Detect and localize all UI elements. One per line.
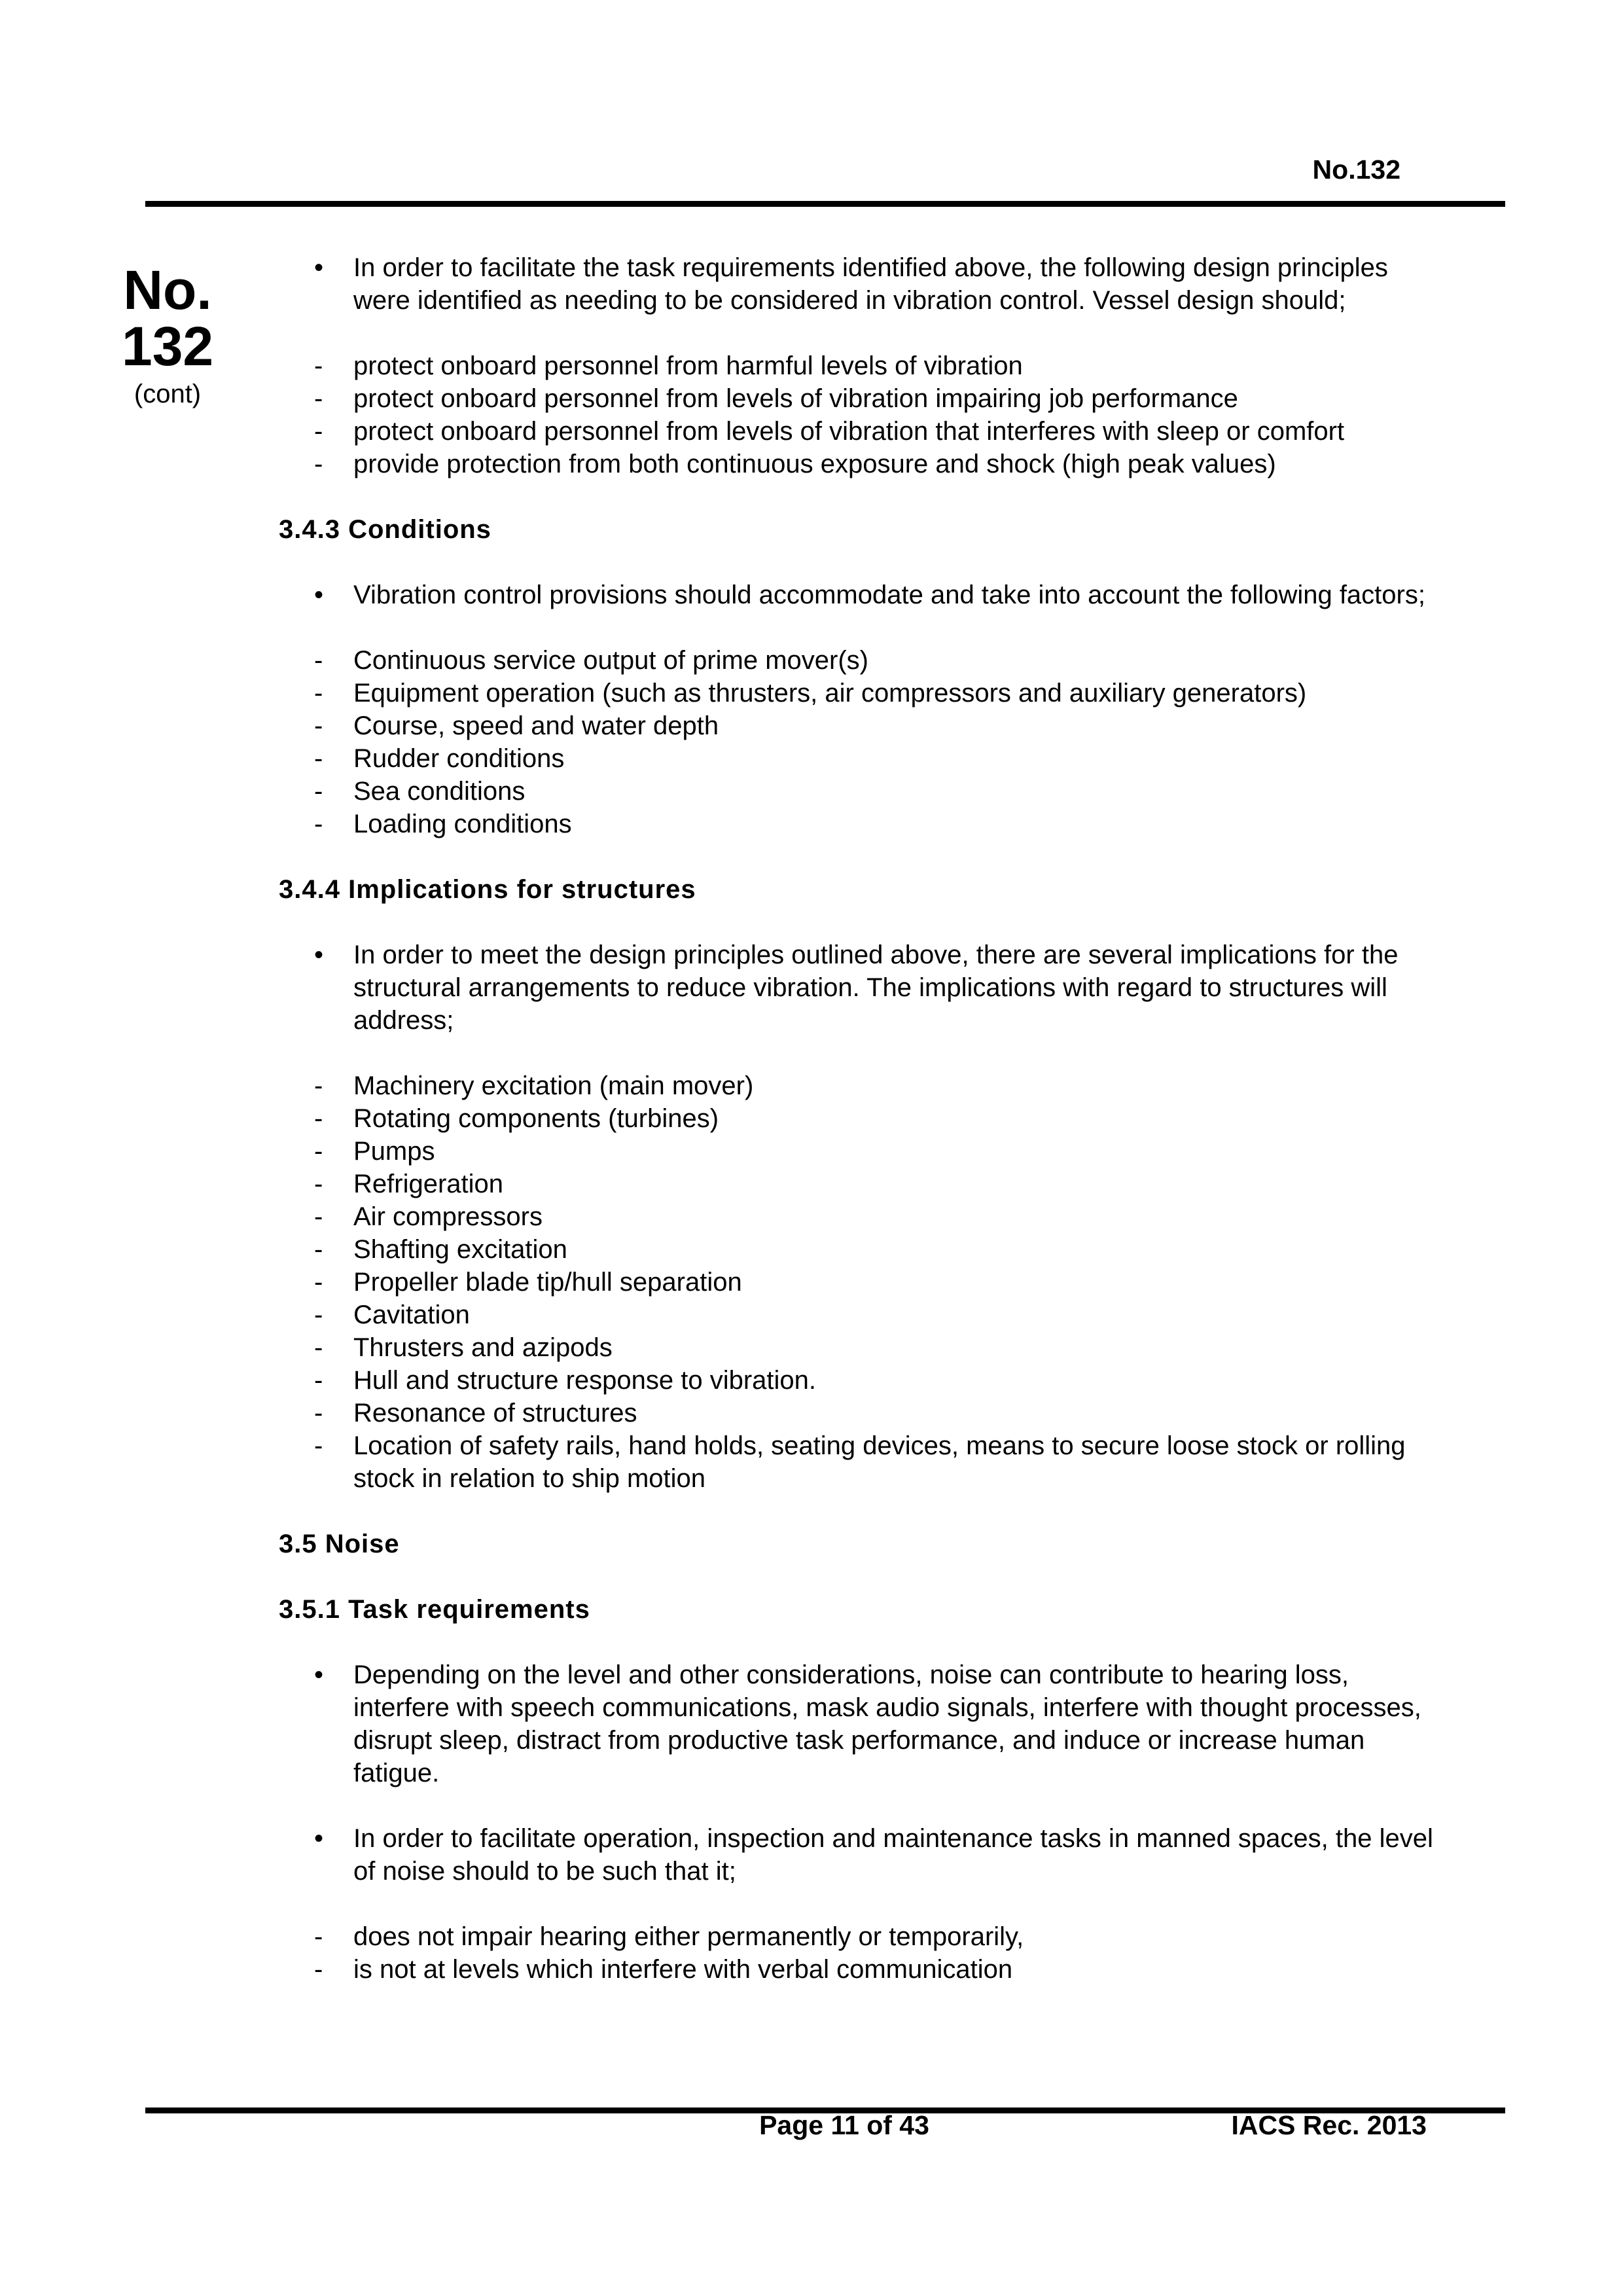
bullet-text: In order to facilitate operation, inspection and maintenance tasks in manned spaces, the level of noise should to be such that it; [353, 1824, 1433, 1886]
structures-bullet [279, 939, 1450, 1037]
heading-task-requirements: 3.5.1 Task requirements [279, 1595, 590, 1624]
list-item-text: Hull and structure response to vibration. [353, 1366, 817, 1395]
list-item [279, 775, 1450, 808]
bullet-text: In order to meet the design principles outlined above, there are several implications for the structural arrangements to reduce vibration. The implications with regard to structures will address; [353, 941, 1399, 1035]
dash-icon: - [314, 1137, 323, 1166]
list-item-text: Shafting excitation [353, 1235, 567, 1264]
footer-rec-label: IACS Rec. 2013 [1231, 2110, 1427, 2140]
header-rule [145, 201, 1505, 207]
bullet-icon: • [314, 941, 324, 969]
list-item-text: Sea conditions [353, 777, 526, 806]
list-item-text: Refrigeration [353, 1170, 504, 1198]
list-item [279, 1102, 1450, 1135]
list-item [279, 1266, 1450, 1299]
list-item [279, 1069, 1450, 1102]
list-item [279, 1168, 1450, 1200]
list-item-text: Rotating components (turbines) [353, 1104, 719, 1133]
list-item-text: Equipment operation (such as thrusters, air compressors and auxiliary generators) [353, 679, 1307, 708]
list-item-text: Rudder conditions [353, 744, 565, 773]
dash-icon: - [314, 1071, 323, 1100]
dash-icon: - [314, 1333, 323, 1362]
list-item [279, 1953, 1450, 1986]
list-item [279, 1429, 1450, 1495]
dash-icon: - [314, 1268, 323, 1297]
list-item-text: protect onboard personnel from harmful levels of vibration [353, 351, 1023, 380]
dash-icon: - [314, 1202, 323, 1231]
list-item-text: protect onboard personnel from levels of vibration impairing job performance [353, 384, 1238, 413]
list-item-text: Machinery excitation (main mover) [353, 1071, 754, 1100]
list-item-text: Propeller blade tip/hull separation [353, 1268, 742, 1297]
list-item [279, 644, 1450, 677]
list-item-text: Air compressors [353, 1202, 543, 1231]
conditions-list [279, 644, 1450, 840]
bullet-icon: • [314, 1824, 324, 1853]
list-item [279, 415, 1450, 448]
list-item [279, 350, 1450, 382]
list-item-text: does not impair hearing either permanently or temporarily, [353, 1922, 1024, 1951]
dash-icon: - [314, 1955, 323, 1984]
list-item [279, 709, 1450, 742]
bullet-text: In order to facilitate the task requirements identified above, the following design principles were identified as needing to be considered in vibration control. Vessel design should; [353, 253, 1388, 315]
dash-icon: - [314, 450, 323, 478]
bullet-text: Vibration control provisions should accommodate and take into account the following factors; [353, 581, 1425, 609]
bullet-icon: • [314, 253, 324, 282]
list-item [279, 448, 1450, 480]
task-requirements-bullet-1 [279, 1659, 1450, 1789]
list-item-text: Continuous service output of prime mover(s) [353, 646, 868, 675]
list-item [279, 1135, 1450, 1168]
design-principles-list [279, 350, 1450, 480]
list-item [279, 742, 1450, 775]
list-item-text: provide protection from both continuous exposure and shock (high peak values) [353, 450, 1276, 478]
list-item-text: Loading conditions [353, 810, 572, 838]
list-item [279, 1364, 1450, 1397]
list-item [279, 1920, 1450, 1953]
list-item-text: Course, speed and water depth [353, 711, 719, 740]
task-requirements-list [279, 1920, 1450, 1986]
list-item [279, 808, 1450, 840]
dash-icon: - [314, 1170, 323, 1198]
sidebar-doc-label [122, 259, 214, 377]
heading-noise: 3.5 Noise [279, 1530, 400, 1558]
footer-page-number: Page 11 of 43 [759, 2110, 929, 2140]
structures-list [279, 1069, 1450, 1495]
dash-icon: - [314, 711, 323, 740]
design-principles-bullet [279, 251, 1450, 317]
bullet-icon: • [314, 1660, 324, 1689]
list-item [279, 1331, 1450, 1364]
dash-icon: - [314, 1399, 323, 1427]
dash-icon: - [314, 1922, 323, 1951]
dash-icon: - [314, 646, 323, 675]
dash-icon: - [314, 1235, 323, 1264]
list-item [279, 677, 1450, 709]
dash-icon: - [314, 1104, 323, 1133]
list-item-text: is not at levels which interfere with verbal communication [353, 1955, 1013, 1984]
list-item [279, 382, 1450, 415]
conditions-bullet [279, 579, 1450, 611]
task-requirements-bullet-2 [279, 1822, 1450, 1888]
list-item-text: protect onboard personnel from levels of vibration that interferes with sleep or comfort [353, 417, 1345, 446]
list-item-text: Location of safety rails, hand holds, seating devices, means to secure loose stock or rolling stock in relation to ship motion [353, 1431, 1406, 1493]
dash-icon: - [314, 679, 323, 708]
list-item-text: Resonance of structures [353, 1399, 637, 1427]
dash-icon: - [314, 1366, 323, 1395]
list-item [279, 1233, 1450, 1266]
dash-icon: - [314, 810, 323, 838]
header-doc-number: No.132 [1312, 154, 1400, 185]
sidebar-label-no: No. [123, 259, 212, 321]
bullet-icon: • [314, 581, 324, 609]
dash-icon: - [314, 384, 323, 413]
dash-icon: - [314, 777, 323, 806]
sidebar-label-num: 132 [122, 315, 214, 377]
list-item-text: Thrusters and azipods [353, 1333, 613, 1362]
dash-icon: - [314, 417, 323, 446]
dash-icon: - [314, 351, 323, 380]
list-item [279, 1299, 1450, 1331]
document-body [279, 251, 1450, 2018]
dash-icon: - [314, 744, 323, 773]
list-item-text: Cavitation [353, 1300, 470, 1329]
dash-icon: - [314, 1431, 323, 1460]
list-item [279, 1200, 1450, 1233]
heading-structures: 3.4.4 Implications for structures [279, 875, 696, 904]
heading-conditions: 3.4.3 Conditions [279, 515, 491, 544]
list-item [279, 1397, 1450, 1429]
bullet-text: Depending on the level and other considerations, noise can contribute to hearing loss, interfere with speech communications, mask audio signals, interfere with thought processes, disrupt sleep, distract from productive task performance, and induce or increase human fatigue. [353, 1660, 1421, 1787]
list-item-text: Pumps [353, 1137, 435, 1166]
dash-icon: - [314, 1300, 323, 1329]
sidebar-cont-label: (cont) [134, 380, 202, 408]
